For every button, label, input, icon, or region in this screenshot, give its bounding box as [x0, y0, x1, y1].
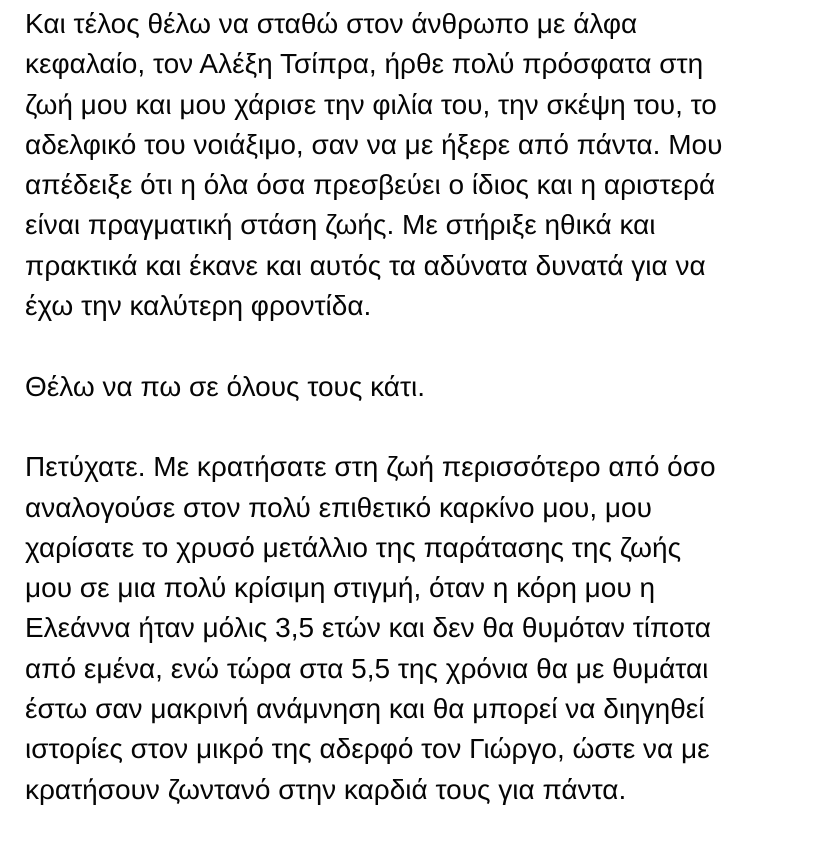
- text-line: αναλογούσε στον πολύ επιθετικό καρκίνο μου, μου: [25, 491, 652, 523]
- text-line: μου σε μια πολύ κρίσιμη στιγμή, όταν η κόρη μου η: [25, 572, 656, 604]
- post-text: [25, 4, 815, 810]
- text-line: έχω την καλύτερη φροντίδα.: [25, 290, 372, 322]
- text-line: κεφαλαίο, τον Αλέξη Τσίπρα, ήρθε πολύ πρόσφατα στη: [25, 48, 704, 80]
- paragraph-tribute: [25, 4, 815, 326]
- text-line: χαρίσατε το χρυσό μετάλλιο της παράτασης της ζωής: [25, 531, 682, 563]
- text-line: κρατήσουν ζωντανό στην καρδιά τους για πάντα.: [25, 773, 627, 805]
- text-line: Και τέλος θέλω να σταθώ στον άνθρωπο με άλφα: [25, 8, 638, 39]
- text-line: απέδειξε ότι η όλα όσα πρεσβεύει ο ίδιος και η αριστερά: [25, 169, 716, 201]
- text-line: αδελφικό του νοιάξιμο, σαν να με ήξερε από πάντα. Μου: [25, 128, 723, 160]
- text-line: είναι πραγματική στάση ζωής. Με στήριξε ηθικά και: [25, 209, 656, 241]
- paragraph-message: [25, 447, 815, 810]
- text-line: ζωή μου και μου χάρισε την φιλία του, την σκέψη του, το: [25, 88, 717, 120]
- text-line: Ελεάννα ήταν μόλις 3,5 ετών και δεν θα θυμόταν τίποτα: [25, 612, 711, 644]
- text-line: Θέλω να πω σε όλους τους κάτι.: [25, 370, 426, 402]
- text-line: πρακτικά και έκανε και αυτός τα αδύνατα δυνατά για να: [25, 249, 706, 281]
- text-line: από εμένα, ενώ τώρα στα 5,5 της χρόνια θα με θυμάται: [25, 652, 709, 684]
- text-line: Πετύχατε. Με κρατήσατε στη ζωή περισσότερο από όσο: [25, 451, 716, 483]
- text-line: ιστορίες στον μικρό της αδερφό τον Γιώργο, ώστε να με: [25, 733, 710, 765]
- text-line: έστω σαν μακρινή ανάμνηση και θα μπορεί να διηγηθεί: [25, 693, 705, 725]
- paragraph-statement: [25, 367, 815, 407]
